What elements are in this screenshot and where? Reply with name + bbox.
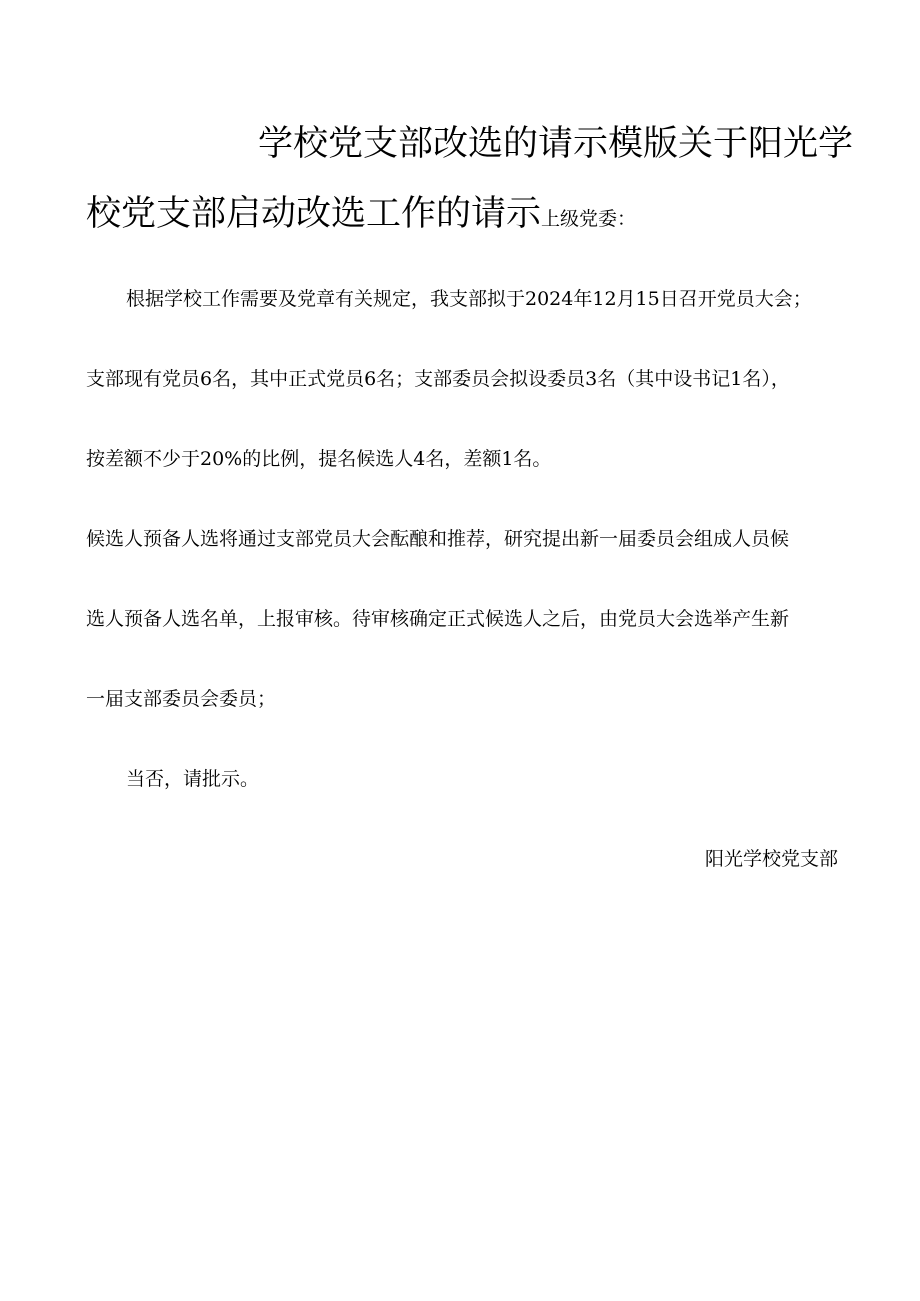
document-title-text: 校党支部启动改选工作的请示 — [86, 194, 542, 234]
body-line-2: 支部现有党员6名，其中正式党员6名；支部委员会拟设委员3名（其中设书记1名）， — [86, 368, 790, 390]
body-line-6: 一届支部委员会委员； — [86, 688, 277, 710]
document-title-line-2 — [86, 194, 636, 239]
signature-organization: 阳光学校党支部 — [704, 848, 838, 870]
body-line-4: 候选人预备人选将通过支部党员大会酝酿和推荐，研究提出新一届委员会组成人员候 — [86, 528, 790, 550]
recipient-salutation: 上级党委： — [541, 208, 637, 230]
document-title-line-1: 学校党支部改选的请示模版关于阳光学 — [258, 124, 854, 164]
body-line-3: 按差额不少于20%的比例，提名候选人4名，差额1名。 — [86, 448, 552, 470]
closing-request: 当否，请批示。 — [126, 768, 260, 790]
body-line-1: 根据学校工作需要及党章有关规定，我支部拟于2024年12月15日召开党员大会； — [126, 288, 812, 310]
body-line-5: 选人预备人选名单，上报审核。待审核确定正式候选人之后，由党员大会选举产生新 — [86, 608, 790, 630]
